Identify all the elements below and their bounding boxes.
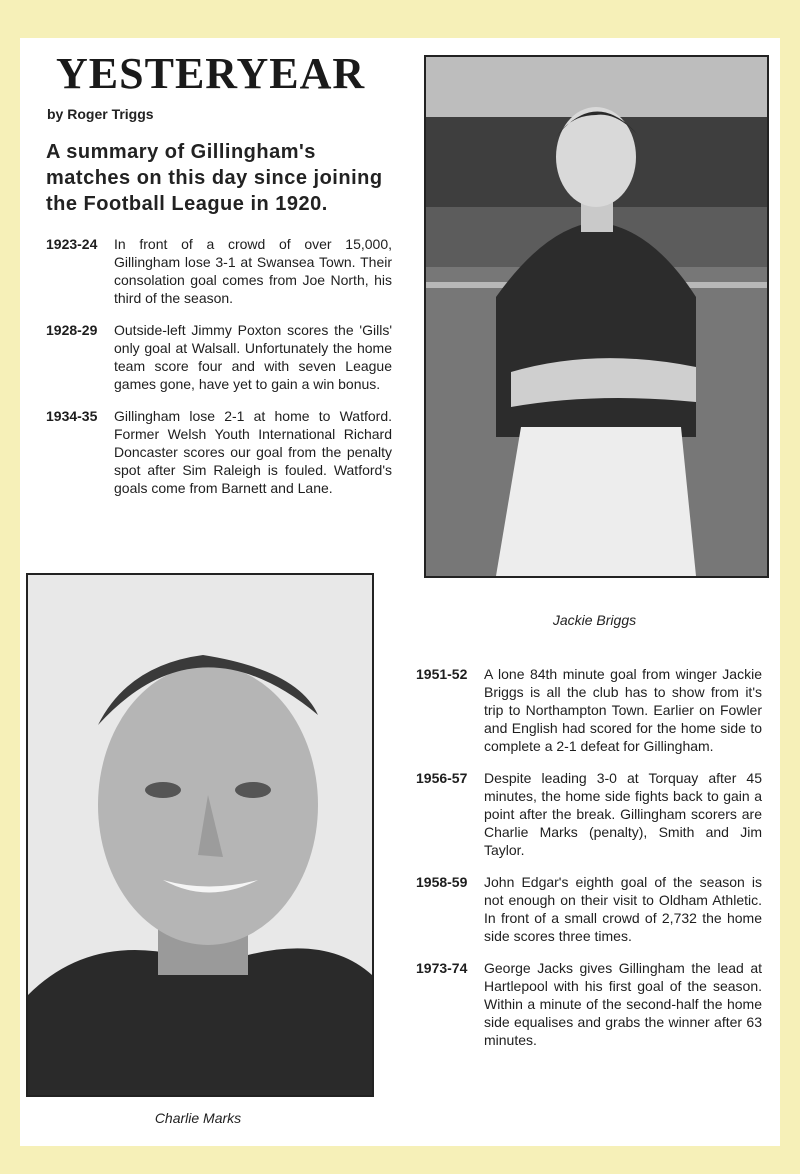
entry-1951-52 [416,665,762,755]
subtitle: A summary of Gillingham's matches on this day since joining the Football League in 1920. [46,141,383,215]
entry-year: 1956-57 [416,770,468,786]
entry-1923-24 [46,235,392,307]
entry-1956-57 [416,769,762,859]
page-title: YESTERYEAR [56,49,366,98]
entry-text: A lone 84th minute goal from winger Jackie Briggs is all the club has to show from it's trip to Northampton Town. Earlier on Fowler and English had scored for the home side to complete a 2-1 defeat for Gillingham. [484,666,762,754]
entry-year: 1923-24 [46,236,98,252]
photo-charlie-marks [26,573,374,1097]
entry-text: Outside-left Jimmy Poxton scores the 'Gills' only goal at Walsall. Unfortunately the home team score four and with seven League games gone, have yet to gain a win bonus. [114,322,392,392]
caption-charlie-marks: Charlie Marks [154,1110,242,1126]
entry-text: In front of a crowd of over 15,000, Gillingham lose 3-1 at Swansea Town. Their consolation goal comes from Joe North, his third of the season. [114,236,392,306]
entry-year: 1958-59 [416,874,468,890]
photo-jackie-briggs [424,55,769,578]
entry-1934-35 [46,407,392,497]
right-entries [416,665,762,1063]
left-entries [46,235,392,511]
entry-text: John Edgar's eighth goal of the season is not enough on their visit to Oldham Athletic. In front of a small crowd of 2,732 the home side scores three times. [484,874,762,944]
entry-text: Gillingham lose 2-1 at home to Watford. Former Welsh Youth International Richard Doncaster scores our goal from the penalty spot after Sim Raleigh is fouled. Watford's goals come from Barnett and Lane. [114,408,392,496]
entry-text: George Jacks gives Gillingham the lead at Hartlepool with his first goal of the season. Within a minute of the second-half the home side equalises and grabs the winner after 63 minutes. [484,960,762,1048]
entry-year: 1973-74 [416,960,468,976]
entry-1973-74 [416,959,762,1049]
charlie-marks-photo-image [28,575,372,1095]
jackie-briggs-photo-image [426,57,767,576]
magazine-page [20,38,780,1146]
caption-jackie-briggs: Jackie Briggs [552,612,637,628]
entry-text: Despite leading 3-0 at Torquay after 45 minutes, the home side fights back to gain a point after the break. Gillingham scorers are Charlie Marks (penalty), Smith and Jim Taylor. [484,770,762,858]
entry-year: 1934-35 [46,408,98,424]
entry-1928-29 [46,321,392,393]
entry-1958-59 [416,873,762,945]
byline: by Roger Triggs [47,106,154,122]
entry-year: 1928-29 [46,322,98,338]
entry-year: 1951-52 [416,666,468,682]
